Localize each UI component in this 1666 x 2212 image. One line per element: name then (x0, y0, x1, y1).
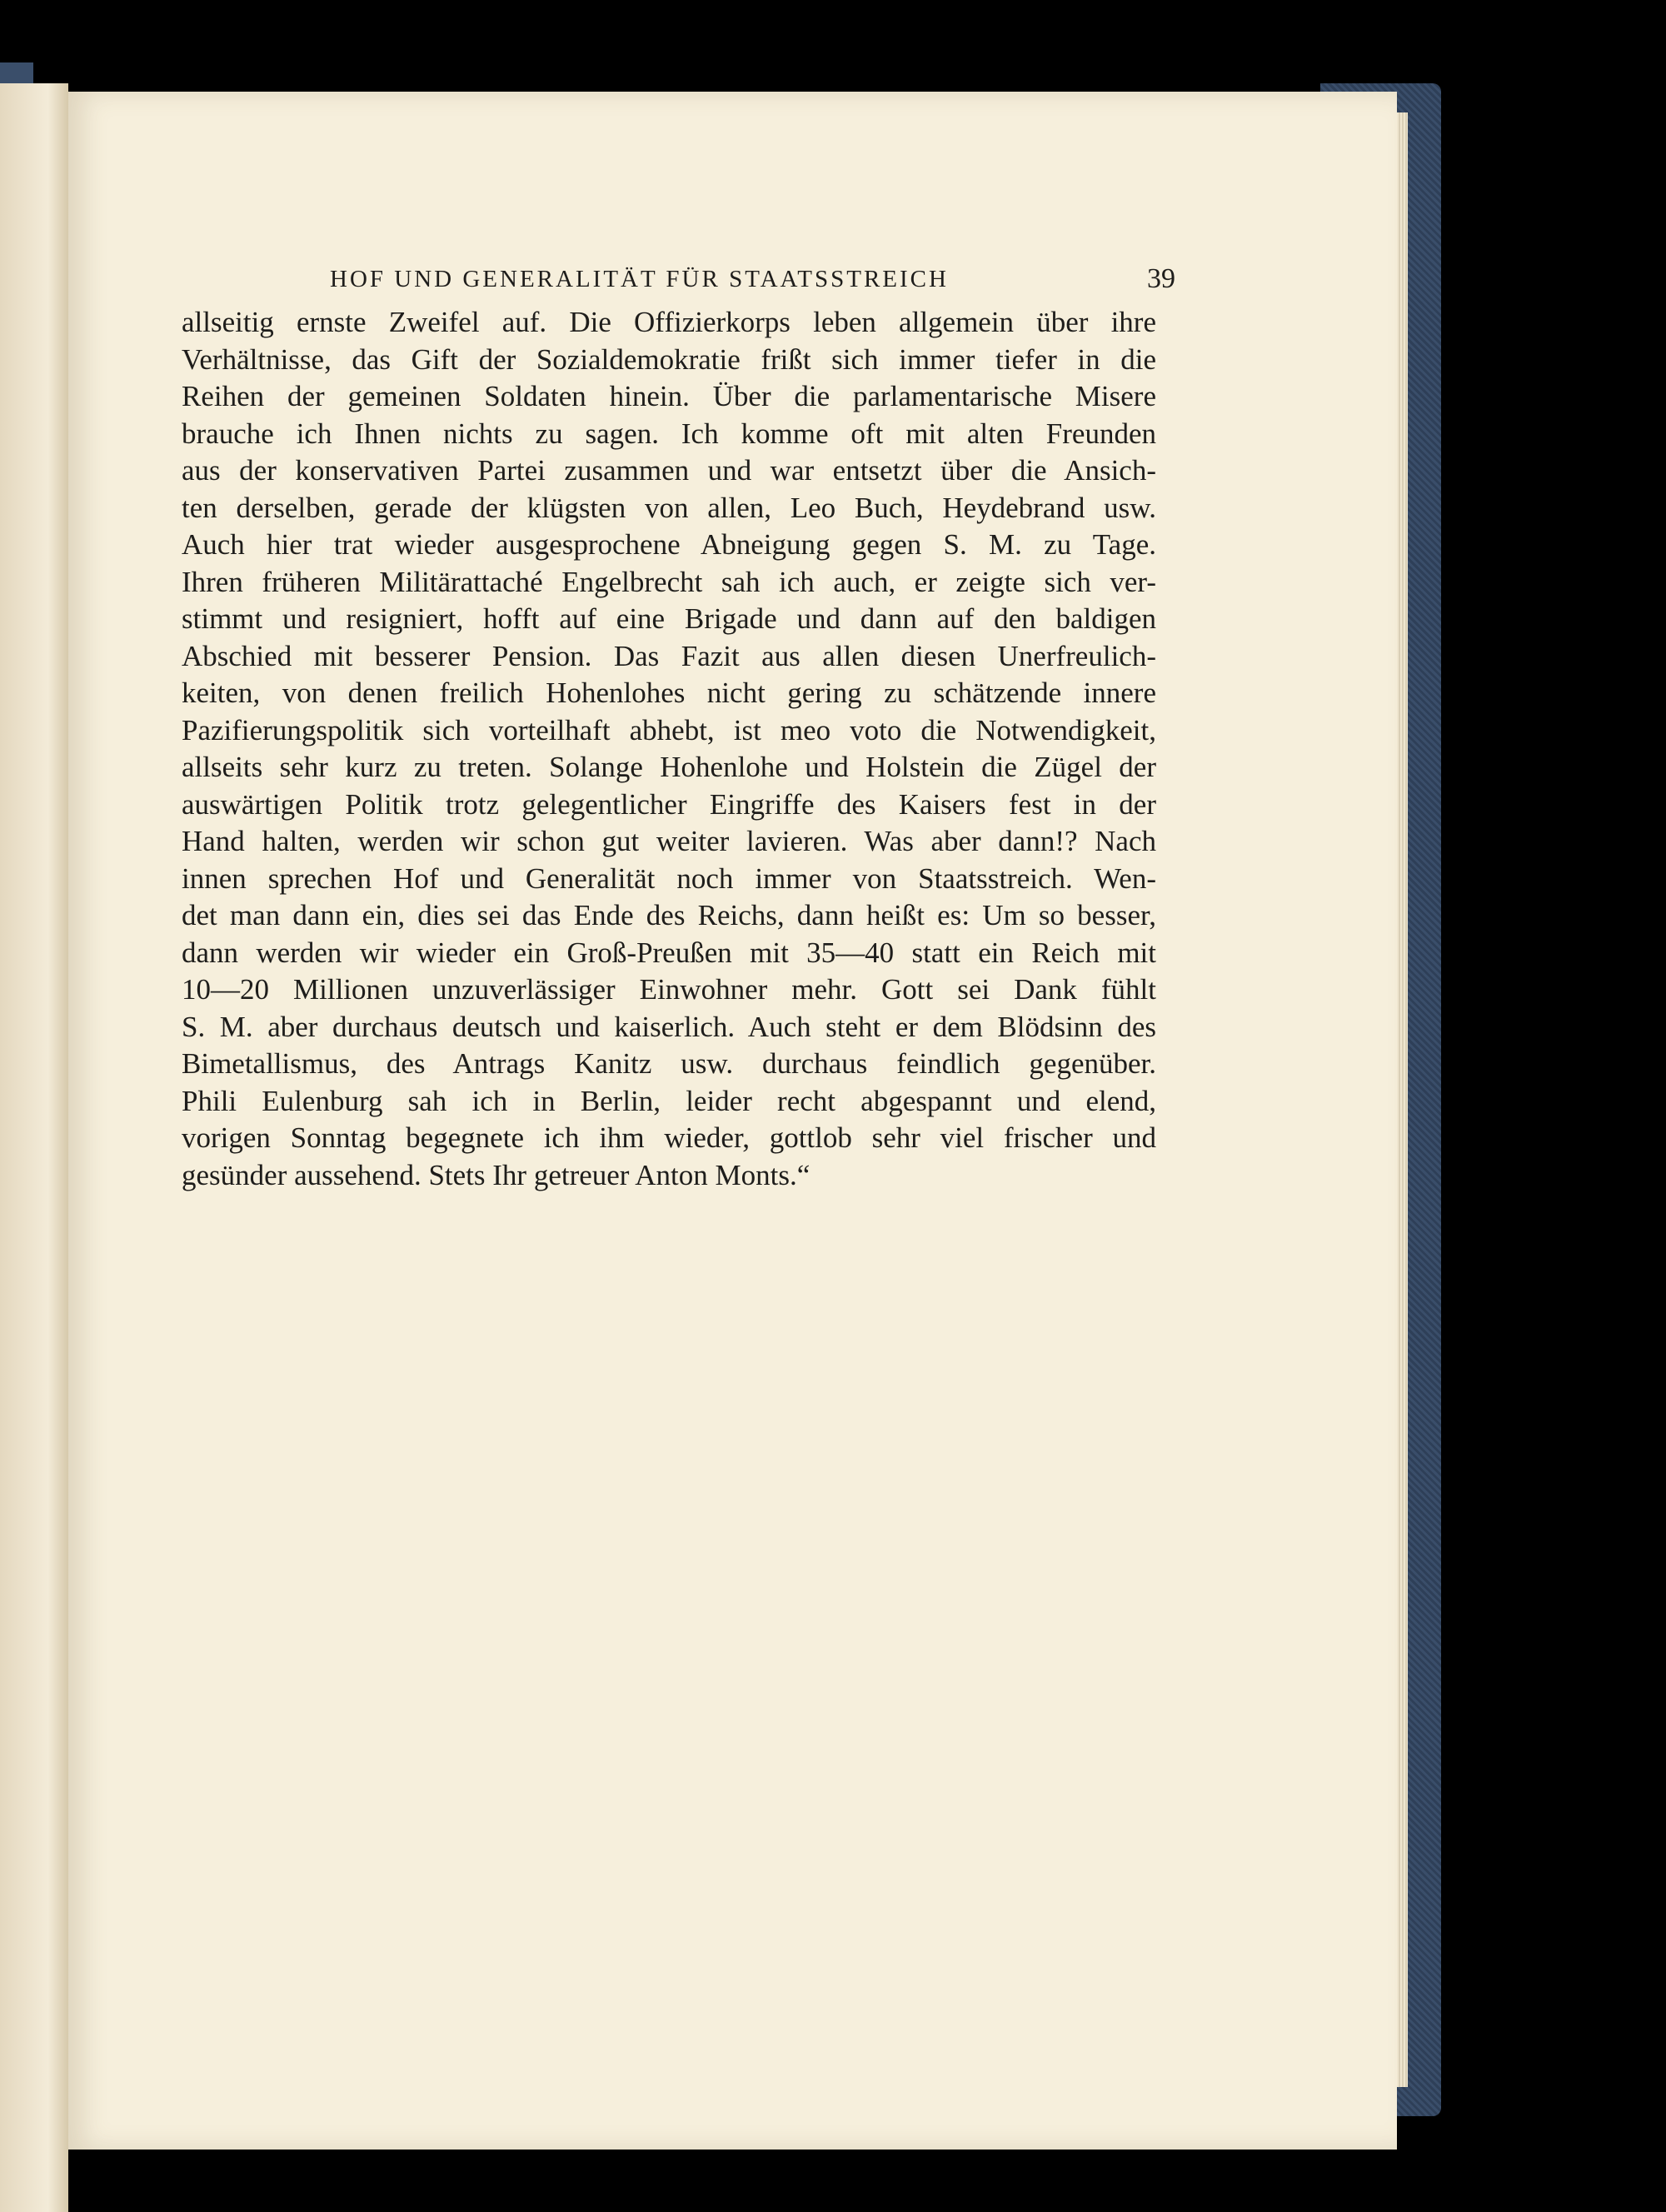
text-line: aus der konservativen Partei zusammen und war entsetzt über die Ansich- (182, 454, 1156, 487)
text-line: Abschied mit besserer Pension. Das Fazit aus allen diesen Unerfreulich- (182, 639, 1156, 672)
text-line: Ihren früheren Militärattaché Engelbrecht sah ich auch, er zeigte sich ver- (182, 565, 1156, 598)
text-line: S. M. aber durchaus deutsch und kaiserlich. Auch steht er dem Blödsinn des (182, 1010, 1156, 1043)
text-line: allseits sehr kurz zu treten. Solange Hohenlohe und Holstein die Zügel der (182, 751, 1156, 783)
text-line: innen sprechen Hof und Generalität noch immer von Staatsstreich. Wen- (182, 861, 1156, 895)
running-head: HOF UND GENERALITÄT FÜR STAATSSTREICH (330, 266, 949, 292)
text-line: Bimetallismus, des Antrags Kanitz usw. durchaus feindlich gegenüber. (182, 1047, 1156, 1080)
text-line: Pazifierungspolitik sich vorteilhaft abhebt, ist meo voto die Notwendigkeit, (182, 713, 1156, 746)
text-line: ten derselben, gerade der klügsten von allen, Leo Buch, Heydebrand usw. (182, 491, 1156, 524)
text-line: 10—20 Millionen unzuverlässiger Einwohner mehr. Gott sei Dank fühlt (182, 973, 1156, 1006)
body-text (182, 304, 1156, 1194)
text-line: brauche ich Ihnen nichts zu sagen. Ich komme oft mit alten Freunden (182, 417, 1156, 450)
text-line: Auch hier trat wieder ausgesprochene Abneigung gegen S. M. zu Tage. (182, 528, 1156, 561)
text-line: stimmt und resigniert, hofft auf eine Brigade und dann auf den baldigen (182, 602, 1156, 635)
text-line: det man dann ein, dies sei das Ende des Reichs, dann heißt es: Um so besser, (182, 899, 1156, 931)
page-header (330, 258, 1175, 300)
text-line: Hand halten, werden wir schon gut weiter lavieren. Was aber dann!? Nach (182, 825, 1156, 857)
text-line: Phili Eulenburg sah ich in Berlin, leider recht abgespannt und elend, (182, 1084, 1156, 1117)
text-line: Reihen der gemeinen Soldaten hinein. Über die parlamentarische Misere (182, 380, 1156, 412)
page-number: 39 (1147, 263, 1175, 294)
text-line: Verhältnisse, das Gift der Sozialdemokratie frißt sich immer tiefer in die (182, 342, 1156, 376)
text-line: auswärtigen Politik trotz gelegentlicher Eingriffe des Kaisers fest in der (182, 787, 1156, 821)
text-line: gesünder aussehend. Stets Ihr getreuer Anton Monts.“ (182, 1158, 811, 1191)
text-line: vorigen Sonntag begegnete ich ihm wieder, gottlob sehr viel frischer und (182, 1121, 1156, 1154)
text-line: dann werden wir wieder ein Groß-Preußen mit 35—40 statt ein Reich mit (182, 936, 1156, 969)
text-line: keiten, von denen freilich Hohenlohes nicht gering zu schätzende innere (182, 677, 1156, 709)
text-line: allseitig ernste Zweifel auf. Die Offizierkorps leben allgemein über ihre (182, 306, 1156, 338)
facing-page-edge (0, 83, 68, 2212)
